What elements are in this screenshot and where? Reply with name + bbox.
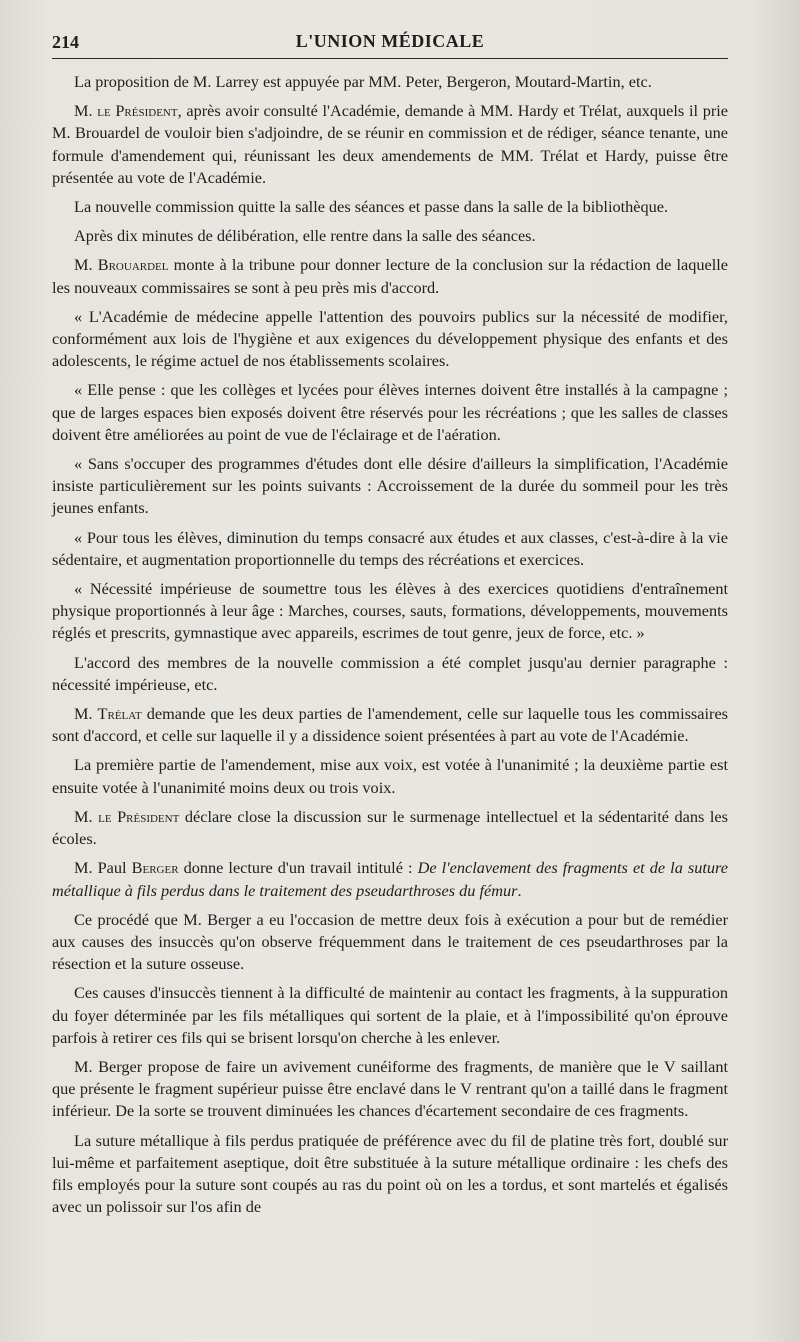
paragraph: Après dix minutes de délibération, elle rentre dans la salle des séances. xyxy=(74,226,536,246)
paragraph: La suture métallique à fils perdus pratiquée de préférence avec du fil de platine très fort, doublé sur lui-même et parfaitement aseptique, doit être substituée à la suture métallique ordinaire : les chefs des fils employés pour la suture sont coupés au ras du point où on les a tordus, et sont martelés et égalisés avec un polissoir sur l'os afin de xyxy=(52,1130,728,1217)
speaker-name: le Président xyxy=(97,101,178,121)
paragraph: M. Trélat demande que les deux parties de l'amendement, celle sur laquelle tous les commissaires sont d'accord, et celle sur laquelle il y a dissidence soient présentées à part au vote de l'Académie. xyxy=(52,704,729,746)
running-head xyxy=(52,26,728,56)
paragraph: L'accord des membres de la nouvelle commission a été complet jusqu'au dernier paragraphe : nécessité impérieuse, etc. xyxy=(52,652,728,694)
paragraph: « Sans s'occuper des programmes d'études dont elle désire d'ailleurs la simplification, l'Académie insiste particulièrement sur les points suivants : Accroissement de la durée du sommeil pour les très jeunes enfants. xyxy=(52,454,728,518)
header-rule xyxy=(52,58,728,59)
paragraph: « L'Académie de médecine appelle l'attention des pouvoirs publics sur la nécessité de modifier, conformément aux lois de l'hygiène et aux exigences du développement physique des enfants et des adolescents, le régime actuel de nos établissements scolaires. xyxy=(52,306,728,371)
paragraph: M. le Président déclare close la discussion sur le surmenage intellectuel et la sédentarité dans les écoles. xyxy=(52,806,728,849)
paragraph: « Nécessité impérieuse de soumettre tous les élèves à des exercices quotidiens d'entraînement physique proportionnés à leur âge : Marches, courses, sauts, formations, développements, mouvements réglés et prescrits, gymnastique avec appareils, escrimes de tout genre, jeux de force, etc. » xyxy=(52,579,728,643)
paragraph: La première partie de l'amendement, mise aux voix, est votée à l'unanimité ; la deuxième partie est ensuite votée à l'unanimité moins deux ou trois voix. xyxy=(52,755,728,797)
paragraph: M. Berger propose de faire un avivement cunéiforme des fragments, de manière que le V saillant que présente le fragment supérieur puisse être enclavé dans le V rentrant qu'on a taillé dans le fragment inférieur. De la sorte se trouvent diminuées les chances d'écartement secondaire de ces fragments. xyxy=(52,1056,728,1121)
paragraph: Ce procédé que M. Berger a eu l'occasion de mettre deux fois à exécution a pour but de remédier aux causes des insuccès qu'on observe fréquemment dans le traitement de ces pseudarthroses par la résection et la suture osseuse. xyxy=(52,909,728,974)
paragraph: « Pour tous les élèves, diminution du temps consacré aux études et aux classes, c'est-à-dire à la vie sédentaire, et augmentation proportionnelle du temps des récréations et exercices. xyxy=(52,527,728,569)
speaker-name: Trélat xyxy=(97,704,142,724)
speaker-name: le Président xyxy=(98,806,180,826)
speaker-name: Brouardel xyxy=(97,255,169,275)
article-body xyxy=(52,71,728,1218)
paragraph: M. le Président, après avoir consulté l'Académie, demande à MM. Hardy et Trélat, auxquels il prie M. Brouardel de vouloir bien s'adjoindre, de se réunir en commission et de rédiger, séance tenante, une formule d'amendement qui, réunissant les deux amendements de MM. Trélat et Hardy, puisse être présentée au vote de l'Académie. xyxy=(52,101,729,187)
running-title: L'UNION MÉDICALE xyxy=(295,31,485,51)
paragraph: M. Paul Berger donne lecture d'un travail intitulé : De l'enclavement des fragments et de la suture métallique à fils perdus dans le traitement des pseudarthroses du fémur. xyxy=(52,858,728,900)
paragraph: La nouvelle commission quitte la salle des séances et passe dans la salle de la bibliothèque. xyxy=(74,197,669,217)
paper-title: De l'enclavement des fragments et de la suture métallique à fils perdus dans le traitement des pseudarthroses du fémur xyxy=(52,858,728,900)
page-number: 214 xyxy=(52,32,79,52)
paragraph: Ces causes d'insuccès tiennent à la difficulté de maintenir au contact les fragments, à la suppuration du foyer déterminée par les fils métalliques qui sortent de la plaie, et à l'impossibilité qu'on éprouve parfois à retirer ces fils qui se brisent lorsqu'on cherche à les enlever. xyxy=(52,983,728,1047)
paragraph: « Elle pense : que les collèges et lycées pour élèves internes doivent être installés à la campagne ; que de larges espaces bien exposés doivent être réservés pour les récréations ; que les salles de classes doivent être améliorées au point de vue de l'éclairage et de l'aération. xyxy=(52,380,728,444)
paragraph: M. Brouardel monte à la tribune pour donner lecture de la conclusion sur la rédaction de laquelle les nouveaux commissaires se sont à peu près mis d'accord. xyxy=(52,255,728,297)
speaker-name: Berger xyxy=(131,858,179,878)
paragraph: La proposition de M. Larrey est appuyée par MM. Peter, Bergeron, Moutard-Martin, etc. xyxy=(74,72,652,91)
